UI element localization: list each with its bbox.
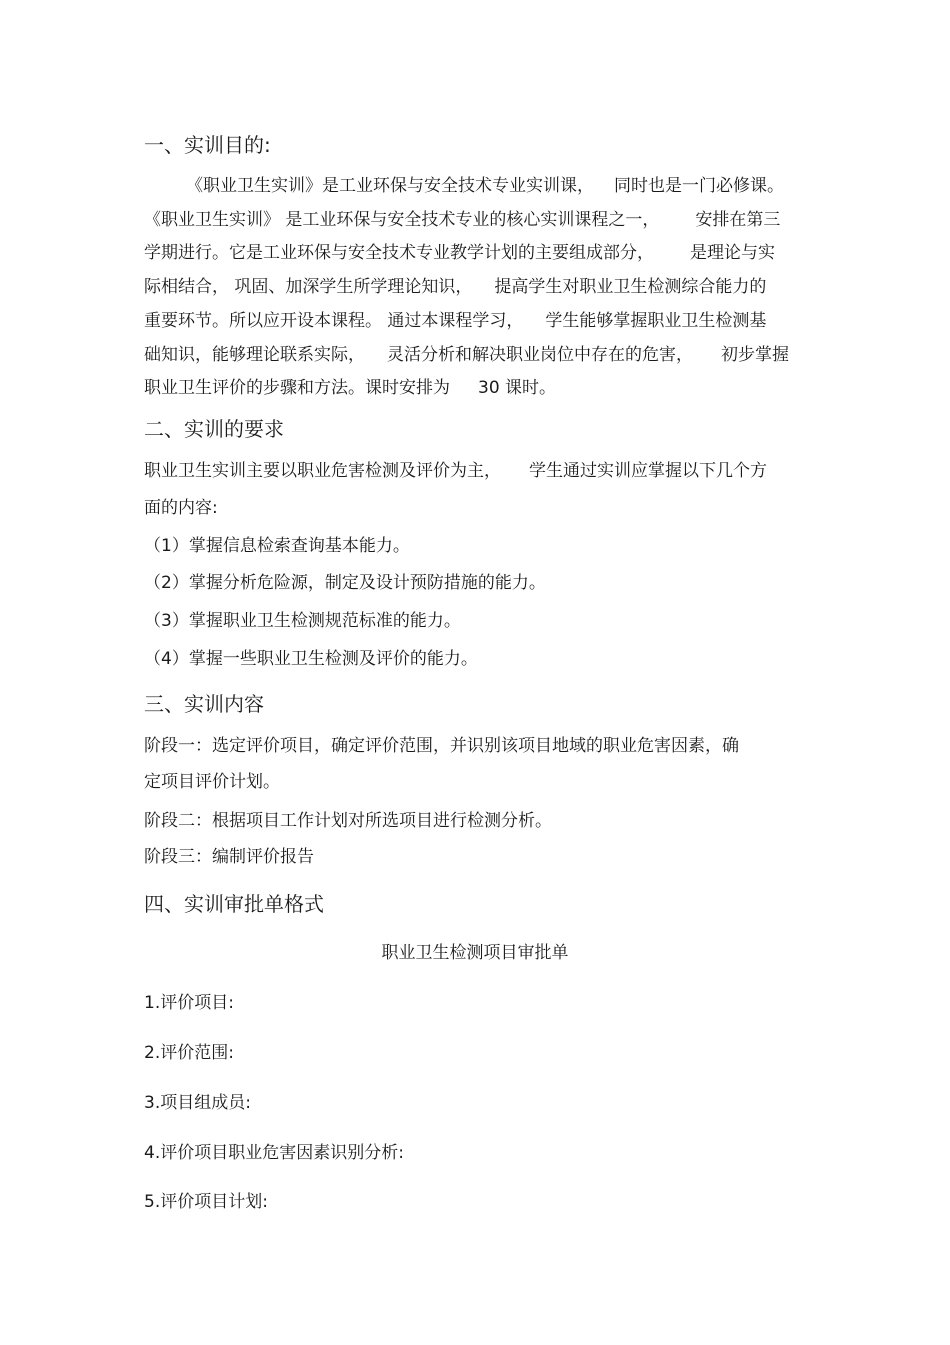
paragraph-line: 阶段三：编制评价报告 xyxy=(144,847,314,867)
text-segment: 学期进行。它是工业环保与安全技术专业教学计划的主要组成部分， xyxy=(144,243,654,263)
paragraph-line xyxy=(144,376,556,400)
paragraph-line xyxy=(144,309,766,333)
text-segment: 《职业卫生实训》 是工业环保与安全技术专业的核心实训课程之一， xyxy=(144,210,660,230)
text-segment: 职业卫生实训主要以职业危害检测及评价为主， xyxy=(144,461,501,481)
list-item: （2）掌握分析危险源，制定及设计预防措施的能力。 xyxy=(144,573,546,593)
paragraph-line xyxy=(144,343,789,367)
form-field-label: 2.评价范围: xyxy=(144,1043,234,1063)
text-segment: 初步掌握 xyxy=(721,345,789,365)
text-segment: 职业卫生评价的步骤和方法。课时安排为 xyxy=(144,378,450,398)
form-field-label: 3.项目组成员: xyxy=(144,1093,251,1113)
list-item: （1）掌握信息检索查询基本能力。 xyxy=(144,536,410,556)
section-heading: 四、实训审批单格式 xyxy=(144,892,324,916)
section-heading: 二、实训的要求 xyxy=(144,417,284,441)
paragraph-line xyxy=(186,174,784,198)
text-segment: 安排在第三 xyxy=(695,210,781,230)
text-segment: 际相结合， 巩固、加深学生所学理论知识， xyxy=(144,277,473,297)
form-title: 职业卫生检测项目审批单 xyxy=(381,943,569,963)
text-segment: 《职业卫生实训》是工业环保与安全技术专业实训课， xyxy=(186,176,594,196)
section-heading: 一、实训目的: xyxy=(144,133,271,157)
paragraph-line: 面的内容: xyxy=(144,498,218,518)
paragraph-line xyxy=(144,275,766,299)
form-field-label: 1.评价项目: xyxy=(144,993,234,1013)
text-segment: 学生能够掌握职业卫生检测基 xyxy=(545,311,767,331)
section-heading: 三、实训内容 xyxy=(144,692,264,716)
paragraph-line: 阶段一：选定评价项目，确定评价范围，并识别该项目地域的职业危害因素，确 xyxy=(144,736,739,756)
form-field-label: 4.评价项目职业危害因素识别分析: xyxy=(144,1143,404,1163)
text-segment: 是理论与实 xyxy=(690,243,775,263)
text-segment: 30 课时。 xyxy=(478,378,557,398)
paragraph-line: 阶段二：根据项目工作计划对所选项目进行检测分析。 xyxy=(144,811,552,831)
paragraph-line xyxy=(144,208,780,232)
text-segment: 学生通过实训应掌握以下几个方 xyxy=(529,461,767,481)
text-segment: 同时也是一门必修课。 xyxy=(614,176,784,196)
text-segment: 提高学生对职业卫生检测综合能力的 xyxy=(494,277,767,297)
text-segment: 重要环节。所以应开设本课程。 通过本课程学习， xyxy=(144,311,524,331)
paragraph-line xyxy=(144,459,767,483)
paragraph-line xyxy=(144,241,775,265)
paragraph-line: 定项目评价计划。 xyxy=(144,772,280,792)
text-segment: 灵活分析和解决职业岗位中存在的危害， xyxy=(387,345,693,365)
list-item: （4）掌握一些职业卫生检测及评价的能力。 xyxy=(144,649,478,669)
text-segment: 础知识，能够理论联系实际， xyxy=(144,345,365,365)
list-item: （3）掌握职业卫生检测规范标准的能力。 xyxy=(144,611,461,631)
form-field-label: 5.评价项目计划: xyxy=(144,1192,268,1212)
